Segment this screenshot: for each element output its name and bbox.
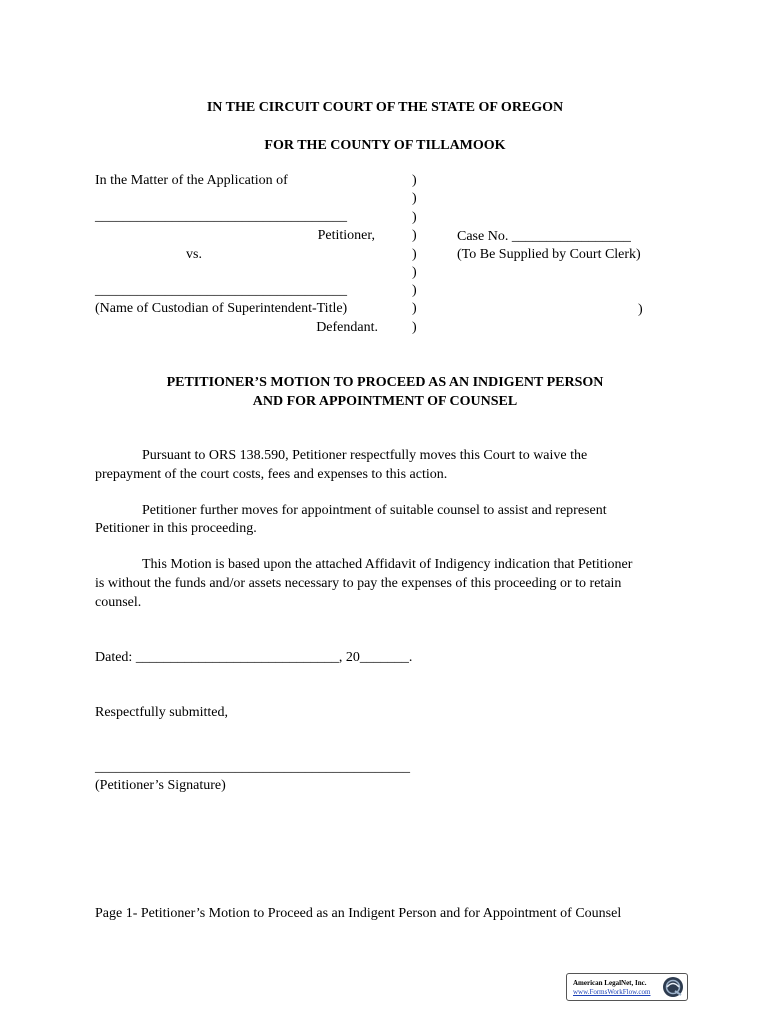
logo-website-link[interactable]: www.FormsWorkFlow.com: [573, 988, 651, 996]
paragraph-3-line2: is without the funds and/or assets necessary to pay the expenses of this proceeding or to retain: [95, 576, 622, 591]
petitioner-name-line: ____________________________________: [95, 209, 347, 224]
paragraph-1-first-line: Pursuant to ORS 138.590, Petitioner respectfully moves this Court to waive the: [142, 448, 588, 463]
caption-paren: ): [412, 301, 417, 316]
caption-paren: ): [412, 283, 417, 298]
logo-company-name: American LegalNet, Inc.: [573, 979, 647, 987]
custodian-label: (Name of Custodian of Superintendent-Title): [95, 301, 348, 316]
paragraph-3-line3: counsel.: [95, 595, 142, 610]
caption-paren: ): [412, 210, 417, 225]
motion-title-line1: PETITIONER’S MOTION TO PROCEED AS AN INDIGENT PERSON: [166, 375, 604, 390]
case-number-note: (To Be Supplied by Court Clerk): [457, 247, 641, 262]
globe-icon: [661, 975, 685, 999]
caption-paren: ): [412, 247, 417, 262]
caption-paren: ): [412, 173, 417, 188]
matter-text: In the Matter of the Application of: [95, 173, 288, 188]
caption-paren: ): [412, 320, 417, 335]
caption-paren: ): [412, 228, 417, 243]
paragraph-2-rest: Petitioner in this proceeding.: [95, 521, 257, 536]
paragraph-3-first-line: This Motion is based upon the attached Affidavit of Indigency indication that Petitioner: [142, 557, 633, 572]
caption-paren: ): [412, 265, 417, 280]
motion-title-line2: AND FOR APPOINTMENT OF COUNSEL: [252, 394, 518, 409]
defendant-label: Defendant.: [316, 320, 378, 335]
county-heading: FOR THE COUNTY OF TILLAMOOK: [264, 138, 506, 153]
paragraph-2-first-line: Petitioner further moves for appointment of suitable counsel to assist and represent: [142, 503, 607, 518]
defendant-name-line: ____________________________________: [95, 283, 347, 298]
caption-paren-right: ): [638, 302, 643, 317]
signature-line: _____________________________________________: [95, 760, 410, 775]
court-heading: IN THE CIRCUIT COURT OF THE STATE OF OREGON: [206, 100, 564, 115]
signature-label: (Petitioner’s Signature): [95, 778, 226, 793]
page-footer: Page 1- Petitioner’s Motion to Proceed as an Indigent Person and for Appointment of Counsel: [95, 906, 622, 921]
respectfully-submitted: Respectfully submitted,: [95, 705, 228, 720]
dated-field: Dated: _____________________________, 20_______.: [95, 650, 413, 665]
petitioner-label: Petitioner,: [317, 228, 375, 243]
paragraph-1-rest: prepayment of the court costs, fees and expenses to this action.: [95, 467, 448, 482]
publisher-logo: [566, 973, 688, 1001]
case-number: Case No. _________________: [457, 229, 631, 244]
caption-paren: ): [412, 191, 417, 206]
vs-text: vs.: [186, 247, 202, 262]
